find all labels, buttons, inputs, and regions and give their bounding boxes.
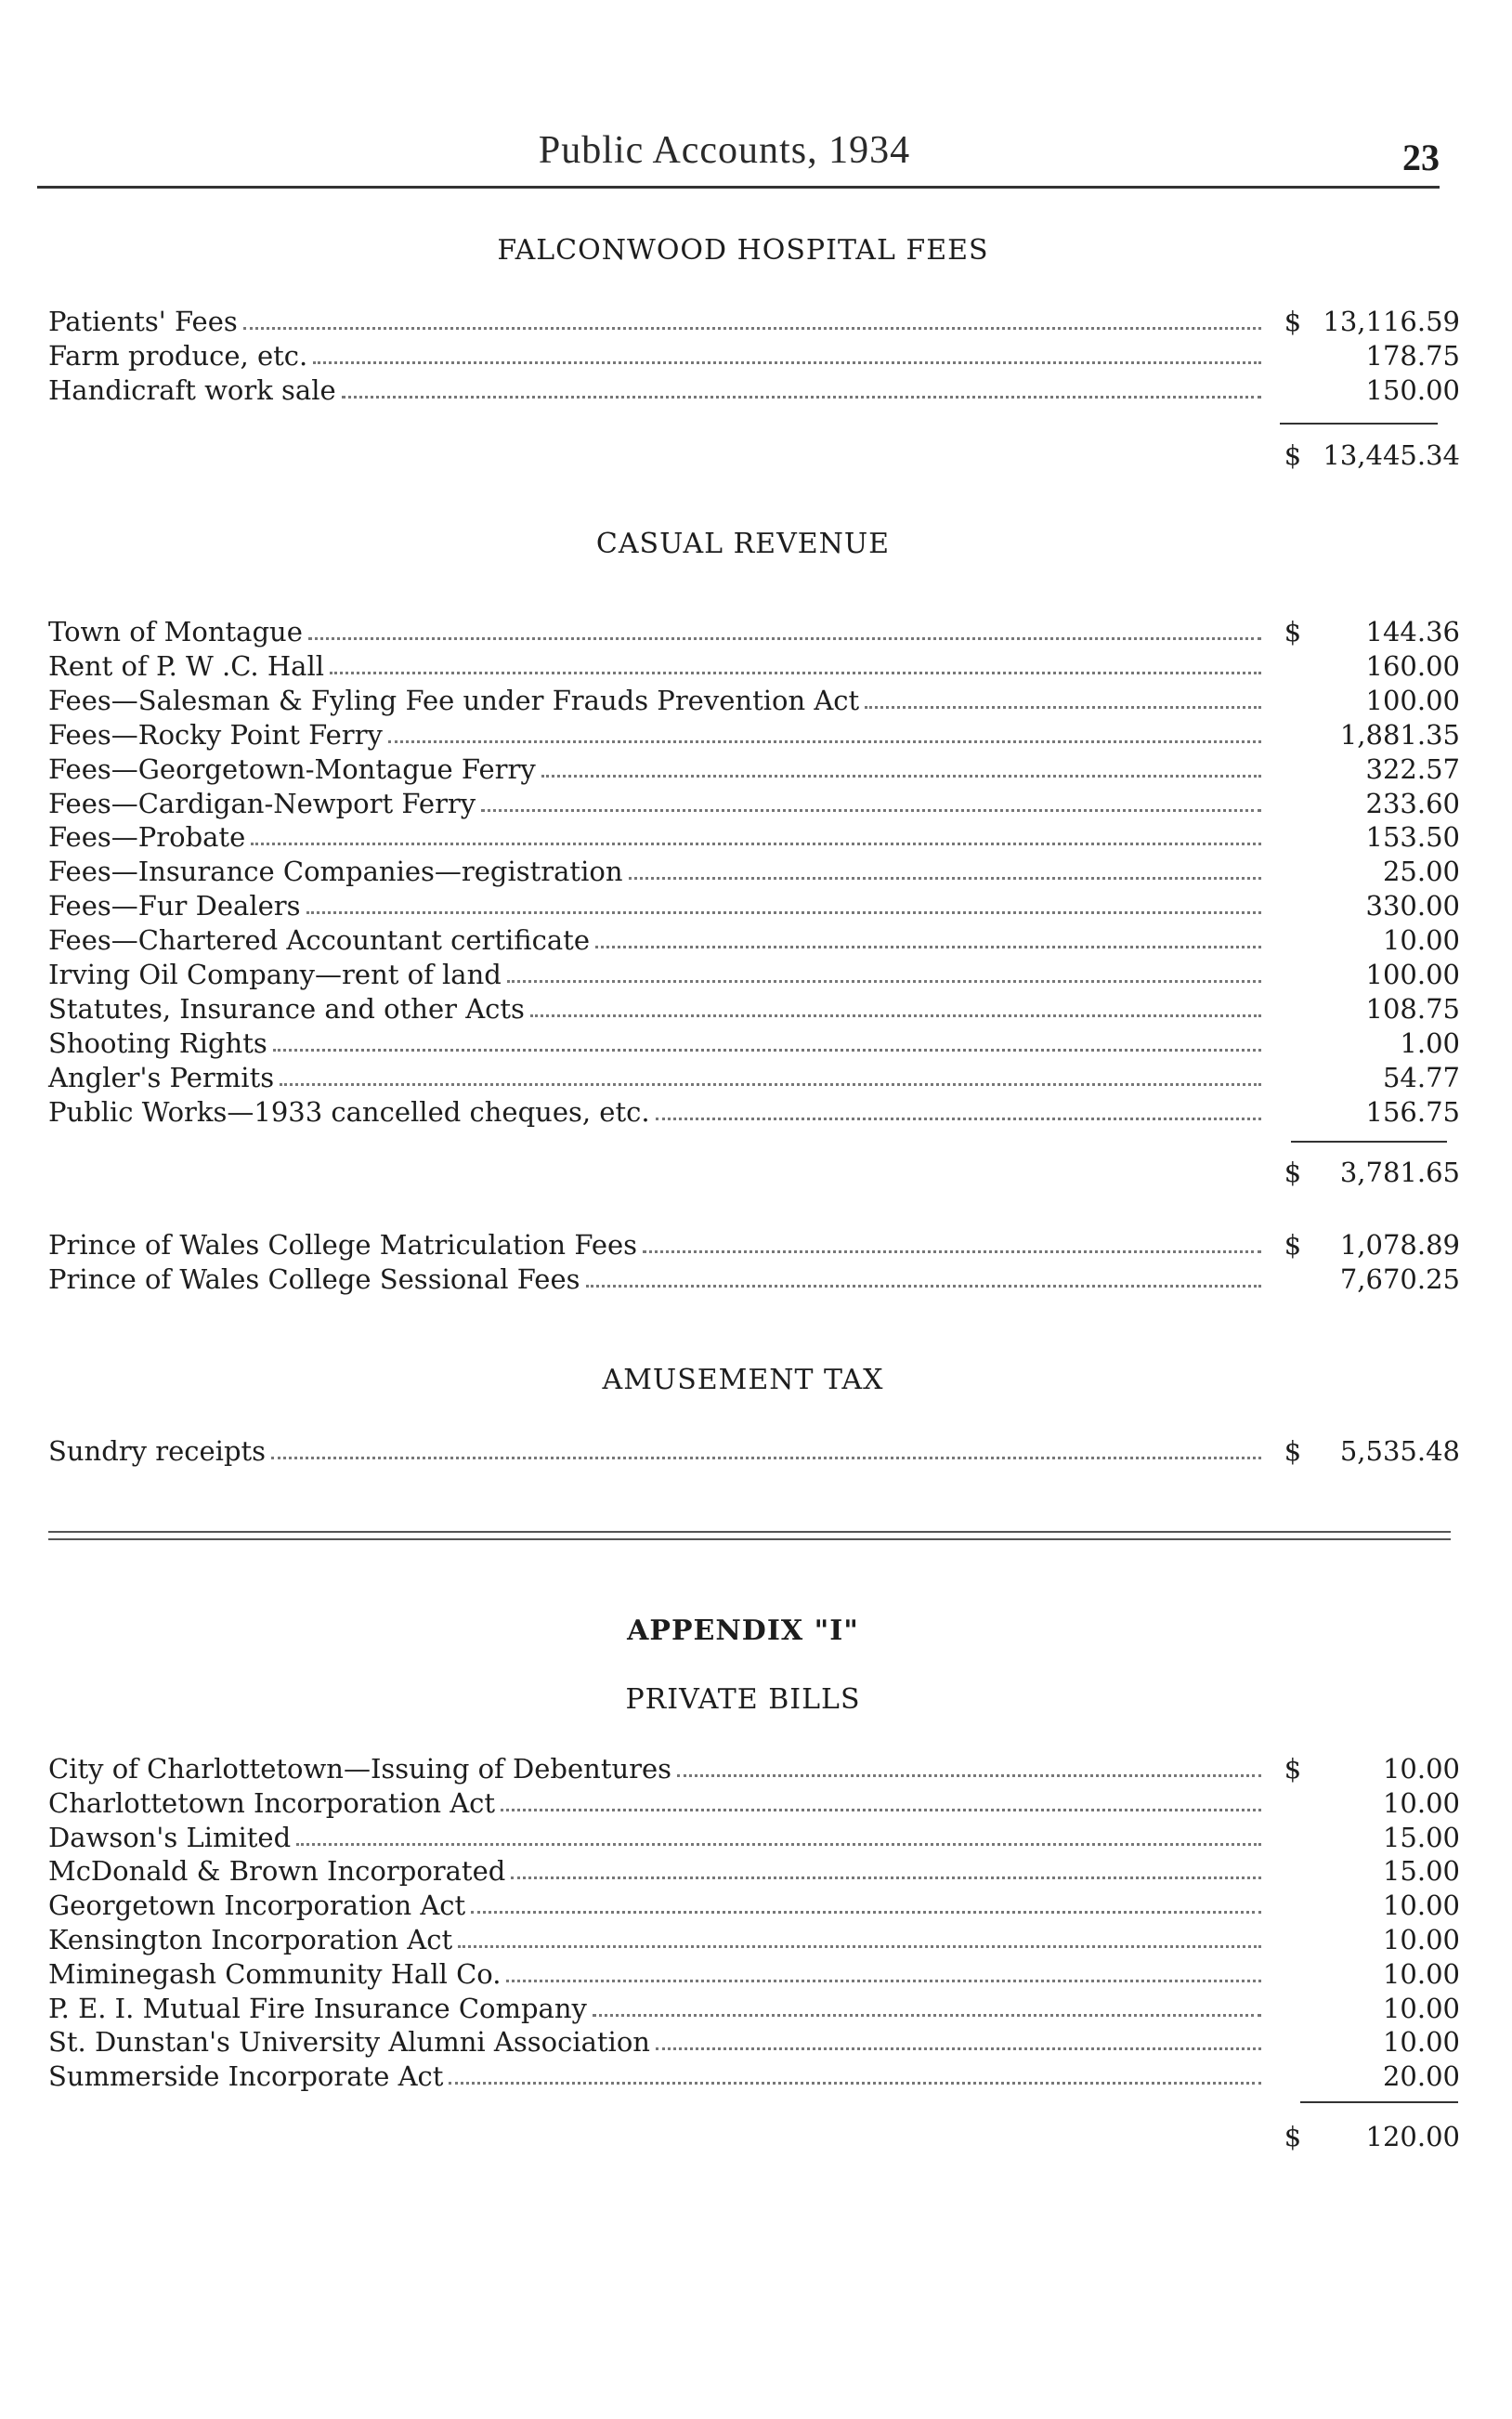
dot-leader [471,1911,1261,1914]
casual-total-row [48,1154,1460,1188]
ledger-item-amount: 5,535.48 [1339,1435,1460,1467]
private-bills-total: 120.00 [1365,2121,1460,2152]
dot-leader [313,361,1261,364]
ledger-row [48,613,1460,647]
ledger-item-label: P. E. I. Mutual Fire Insurance Company [48,1992,587,2024]
ledger-row [48,1990,1460,2024]
dot-leader [388,740,1261,743]
ledger-item-label: Angler's Permits [48,1061,275,1093]
ledger-item-amount: 100.00 [1365,959,1460,990]
page-header-title: Public Accounts, 1934 [538,129,911,172]
ledger-item-label: Fees—Georgetown-Montague Ferry [48,752,536,785]
dot-leader [530,1014,1261,1017]
dot-leader [308,637,1261,640]
ledger-item-label: Handicraft work sale [48,374,336,406]
section-separator-top [48,1531,1451,1533]
ledger-item-amount: 178.75 [1365,340,1460,372]
ledger-item-label: Kensington Incorporation Act [48,1924,453,1955]
dot-leader [865,706,1261,709]
ledger-item-amount: 1,881.35 [1339,718,1460,751]
currency-symbol: $ [1284,616,1302,647]
appendix-total-row [48,2118,1460,2152]
ledger-row [48,1955,1460,1990]
ledger-item-amount: 1.00 [1400,1026,1460,1059]
ledger-item-label: Fees—Cardigan-Newport Ferry [48,787,476,819]
dot-leader [306,911,1261,914]
ledger-item-amount: 15.00 [1382,1821,1460,1853]
dot-leader [243,327,1261,330]
ledger-item-label: Miminegash Community Hall Co. [48,1957,502,1990]
amusement-tax-section-title: AMUSEMENT TAX [602,1364,884,1396]
ledger-item-label: Fees—Rocky Point Ferry [48,718,383,751]
falconwood-total-row [48,437,1460,471]
ledger-row [48,337,1460,372]
ledger-row [48,1852,1460,1887]
ledger-item-label: Shooting Rights [48,1026,267,1059]
casual-total: 3,781.65 [1339,1157,1460,1188]
ledger-row [48,818,1460,853]
ledger-item-label: St. Dunstan's University Alumni Association [48,2026,650,2059]
dot-leader [656,1118,1261,1120]
ledger-row [48,716,1460,751]
ledger-item-label: Fees—Salesman & Fyling Fee under Frauds Prevention Act [48,684,860,716]
section-separator-bottom [48,1538,1451,1540]
dot-leader [449,2082,1261,2085]
ledger-item-amount: 1,078.89 [1339,1229,1460,1261]
ledger-item-label: McDonald & Brown Incorporated [48,1855,506,1888]
ledger-item-amount: 25.00 [1382,856,1460,888]
falconwood-total: 13,445.34 [1323,439,1460,471]
ledger-row [48,1887,1460,1921]
ledger-row [48,1059,1460,1093]
ledger-item-amount: 10.00 [1382,1786,1460,1819]
ledger-row [48,751,1460,785]
ledger-item-label: Georgetown Incorporation Act [48,1889,466,1922]
ledger-item-label: Farm produce, etc. [48,340,308,372]
ledger-row [48,922,1460,956]
ledger-row [48,1432,1460,1467]
ledger-item-amount: 10.00 [1382,924,1460,957]
ledger-row [48,1785,1460,1819]
ledger-row [48,1093,1460,1128]
ledger-row [48,956,1460,990]
dot-leader [271,1457,1261,1459]
ledger-row [48,2058,1460,2092]
ledger-row [48,887,1460,922]
dot-leader [541,775,1261,778]
ledger-item-amount: 10.00 [1382,1889,1460,1922]
dot-leader [593,2014,1261,2017]
dot-leader [458,1945,1261,1948]
ledger-item-amount: 156.75 [1365,1095,1460,1128]
ledger-item-label: Fees—Chartered Accountant certificate [48,924,591,957]
ledger-item-label: Town of Montague [48,616,303,647]
ledger-item-label: Statutes, Insurance and other Acts [48,992,525,1025]
ledger-item-label: Patients' Fees [48,306,238,337]
ledger-item-label: Rent of P. W .C. Hall [48,649,324,682]
currency-symbol: $ [1284,2121,1302,2152]
ledger-item-amount: 233.60 [1365,787,1460,819]
currency-symbol: $ [1284,1753,1302,1785]
ledger-item-label: Prince of Wales College Matriculation Fees [48,1229,638,1261]
ledger-row [48,647,1460,682]
ledger-item-amount: 150.00 [1365,374,1460,406]
ledger-row [48,1226,1460,1261]
ledger-row [48,1261,1460,1295]
dot-leader [586,1285,1261,1288]
ledger-row [48,1025,1460,1059]
ledger-item-label: Fees—Insurance Companies—registration [48,856,623,888]
ledger-item-amount: 160.00 [1365,649,1460,682]
ledger-item-label: Fees—Probate [48,821,246,854]
ledger-item-amount: 330.00 [1365,890,1460,922]
ledger-item-label: Prince of Wales College Sessional Fees [48,1263,580,1295]
ledger-item-amount: 10.00 [1382,1924,1460,1955]
ledger-row [48,372,1460,406]
page-number: 23 [1402,137,1440,178]
currency-symbol: $ [1284,1229,1302,1261]
ledger-item-amount: 10.00 [1382,1992,1460,2024]
dot-leader [511,1876,1261,1879]
ledger-item-label: Charlottetown Incorporation Act [48,1786,496,1819]
falconwood-section-title: FALCONWOOD HOSPITAL FEES [497,234,989,267]
ledger-item-amount: 10.00 [1382,1957,1460,1990]
ledger-row [48,785,1460,819]
dot-leader [280,1083,1261,1086]
ledger-item-label: Irving Oil Company—rent of land [48,959,502,990]
ledger-item-label: Dawson's Limited [48,1821,292,1853]
private-bills-subtitle: PRIVATE BILLS [625,1683,861,1716]
ledger-row [48,682,1460,716]
falconwood-sum-rule [1280,423,1438,425]
ledger-item-label: Sundry receipts [48,1435,267,1467]
dot-leader [506,1980,1261,1982]
ledger-item-amount: 7,670.25 [1339,1263,1460,1295]
dot-leader [501,1809,1261,1811]
dot-leader [342,396,1261,399]
dot-leader [629,877,1261,880]
ledger-item-label: Public Works—1933 cancelled cheques, etc. [48,1095,650,1128]
ledger-item-amount: 10.00 [1382,1753,1460,1785]
ledger-item-amount: 108.75 [1365,992,1460,1025]
ledger-item-label: City of Charlottetown—Issuing of Debentures [48,1753,672,1785]
dot-leader [656,2047,1261,2050]
appendix-sum-rule [1300,2101,1458,2103]
dot-leader [677,1774,1261,1777]
casual-revenue-section-title: CASUAL REVENUE [595,528,891,560]
ledger-row [48,1750,1460,1785]
ledger-item-amount: 20.00 [1382,2060,1460,2093]
dot-leader [481,809,1261,812]
casual-sum-rule [1291,1141,1447,1143]
currency-symbol: $ [1284,1157,1302,1188]
ledger-row [48,990,1460,1025]
dot-leader [595,946,1261,948]
dot-leader [273,1049,1261,1052]
ledger-item-amount: 10.00 [1382,2026,1460,2059]
dot-leader [296,1843,1261,1846]
dot-leader [643,1250,1261,1253]
ledger-row [48,1921,1460,1955]
header-rule [37,186,1440,189]
ledger-row [48,1819,1460,1853]
ledger-row [48,853,1460,887]
ledger-item-amount: 13,116.59 [1323,306,1460,337]
ledger-item-amount: 144.36 [1365,616,1460,647]
ledger-row [48,2023,1460,2058]
ledger-item-amount: 100.00 [1365,684,1460,716]
currency-symbol: $ [1284,439,1302,471]
ledger-item-amount: 15.00 [1382,1855,1460,1888]
dot-leader [251,843,1261,845]
ledger-item-amount: 54.77 [1382,1061,1460,1093]
dot-leader [507,980,1261,983]
appendix-title: APPENDIX "I" [627,1615,859,1647]
currency-symbol: $ [1284,1435,1302,1467]
ledger-item-label: Fees—Fur Dealers [48,890,301,922]
currency-symbol: $ [1284,306,1302,337]
ledger-item-amount: 322.57 [1365,752,1460,785]
ledger-item-label: Summerside Incorporate Act [48,2060,444,2093]
ledger-row [48,303,1460,337]
dot-leader [330,672,1261,674]
ledger-item-amount: 153.50 [1365,821,1460,854]
